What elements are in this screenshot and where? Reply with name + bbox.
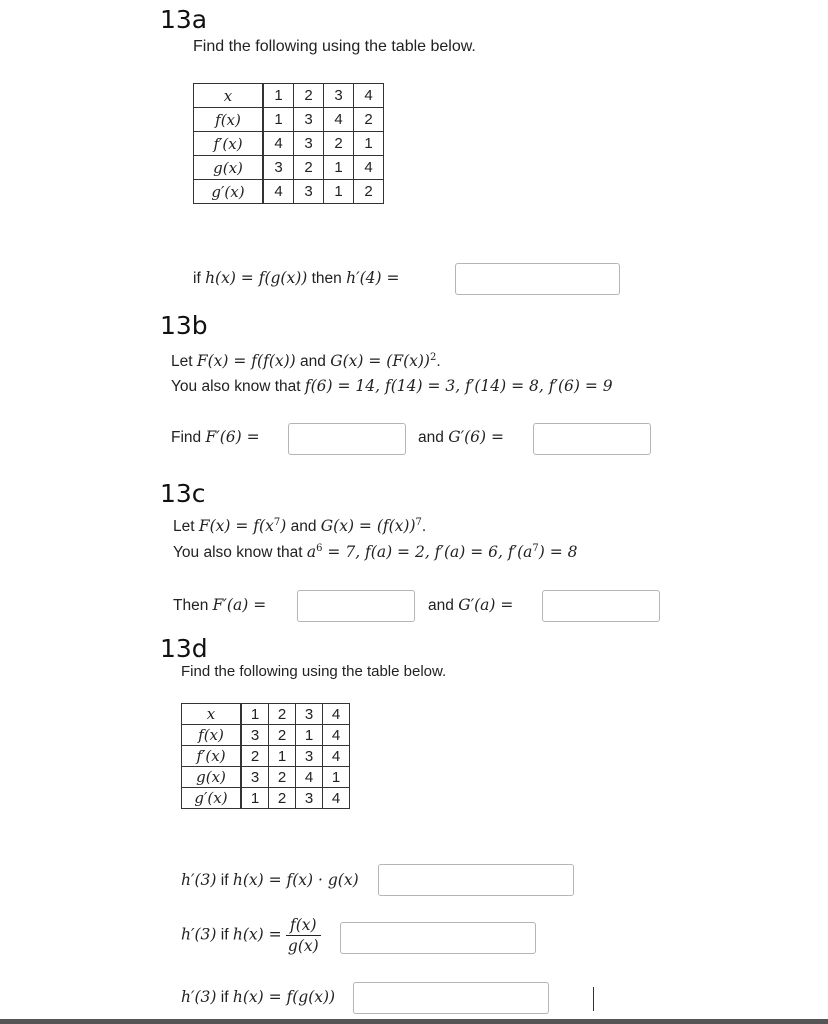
table-13d-cell: 2 xyxy=(269,788,296,809)
table-13d-cell: 4 xyxy=(296,767,323,788)
question-13a xyxy=(193,269,399,288)
table-13a-cell: 4 xyxy=(354,156,384,180)
answer-13b-G-input[interactable] xyxy=(533,423,651,455)
s13c-fact-rest: = 7, f(a) = 2, f′(a) = 6, f′(a xyxy=(322,543,533,562)
s13c-know: You also know that xyxy=(173,544,303,562)
s13c-F-close: ) xyxy=(280,517,287,536)
table-13a-cell: 4 xyxy=(324,108,354,132)
table-13d-cell: 3 xyxy=(241,725,269,746)
table-13a-cell: 2 xyxy=(324,132,354,156)
s13b-find-F xyxy=(171,428,260,447)
q13d2-fraction xyxy=(286,915,321,956)
table-13a-row xyxy=(194,84,384,108)
q13d3-lhs: h′(3) xyxy=(181,988,217,1006)
table-13d-row xyxy=(182,746,350,767)
s13c-and2: and xyxy=(428,597,454,614)
table-13a-cell: 3 xyxy=(324,84,354,108)
section-13a-heading: 13a xyxy=(160,5,208,34)
answer-13b-F-input[interactable] xyxy=(288,423,406,455)
table-13d-cell: 1 xyxy=(323,767,350,788)
s13b-G-def: G(x) = (F(x)) xyxy=(330,352,430,371)
table-13d-cell: 3 xyxy=(296,788,323,809)
section-13c-heading: 13c xyxy=(160,479,206,508)
question-13d-2 xyxy=(181,915,321,956)
table-13a-cell: 1 xyxy=(324,156,354,180)
table-13a-row xyxy=(194,108,384,132)
table-13d-cell: 1 xyxy=(241,788,269,809)
s13c-fact-a: a xyxy=(306,543,317,562)
s13c-fact-exp2: 7 xyxy=(532,543,539,554)
s13c-fact-end: ) = 8 xyxy=(538,543,578,562)
answer-13d-2-input[interactable] xyxy=(340,922,536,954)
bottom-border xyxy=(0,1019,828,1024)
table-13a-cell: 1 xyxy=(324,180,354,204)
table-13a-cell: 4 xyxy=(354,84,384,108)
table-13a-row xyxy=(194,180,384,204)
table-13d-row xyxy=(182,788,350,809)
q13d1-if: if xyxy=(220,872,229,889)
s13c-then: Then xyxy=(173,597,209,614)
table-13a-cell: 1 xyxy=(354,132,384,156)
table-13a-cell: 2 xyxy=(354,108,384,132)
table-13d-cell: 3 xyxy=(296,704,323,725)
table-13d-row-label: f(x) xyxy=(182,725,242,746)
s13c-G-target: G′(a) = xyxy=(458,596,514,614)
s13b-period: . xyxy=(436,353,441,371)
table-13a-cell: 3 xyxy=(294,132,324,156)
table-13d-cell: 2 xyxy=(241,746,269,767)
s13b-F-def: F(x) = f(f(x)) xyxy=(196,352,296,371)
text-cursor xyxy=(593,987,594,1011)
s13c-F-exp: 7 xyxy=(273,517,281,528)
table-13d-cell: 1 xyxy=(269,746,296,767)
answer-13a-input[interactable] xyxy=(455,263,620,295)
q13d3-definition: h(x) = f(g(x)) xyxy=(232,988,336,1006)
s13b-facts xyxy=(171,377,613,396)
section-13d-instruction: Find the following using the table below. xyxy=(181,663,447,680)
table-13d-cell: 4 xyxy=(323,788,350,809)
s13b-F-target: F′(6) = xyxy=(205,428,260,446)
s13c-and: and xyxy=(290,518,317,536)
answer-13c-F-input[interactable] xyxy=(297,590,415,622)
s13c-let: Let xyxy=(173,518,195,536)
table-13a-row-label: g(x) xyxy=(194,156,264,180)
q13a-target: h′(4) = xyxy=(346,269,400,287)
s13c-G-exp: 7 xyxy=(415,517,422,528)
s13c-period: . xyxy=(421,518,427,536)
s13c-find-G xyxy=(428,596,513,615)
q13d2-lhs: h′(3) xyxy=(181,925,217,944)
table-13a-row xyxy=(194,156,384,180)
q13a-then: then xyxy=(311,270,342,287)
table-13d-cell: 2 xyxy=(269,725,296,746)
table-13d-cell: 2 xyxy=(269,704,296,725)
table-13a-row-label: g′(x) xyxy=(194,180,264,204)
table-13d-cell: 4 xyxy=(323,725,350,746)
table-13d-cell: 1 xyxy=(241,704,269,725)
q13d1-definition: h(x) = f(x) · g(x) xyxy=(232,871,359,889)
q13a-definition: h(x) = f(g(x)) xyxy=(205,269,308,287)
table-13a-cell: 1 xyxy=(263,108,294,132)
table-13d-row-label: g(x) xyxy=(182,767,242,788)
q13d2-definition: h(x) = xyxy=(232,925,282,944)
table-13a-row-label: f(x) xyxy=(194,108,264,132)
table-13d-row-label: g′(x) xyxy=(182,788,242,809)
section-13a-instruction: Find the following using the table below. xyxy=(193,38,476,55)
answer-13d-1-input[interactable] xyxy=(378,864,574,896)
s13b-G-exp: 2 xyxy=(429,352,437,363)
table-13d xyxy=(181,703,350,809)
table-13d-cell: 4 xyxy=(323,704,350,725)
question-13d-1 xyxy=(181,871,359,890)
section-13d-heading: 13d xyxy=(160,634,208,663)
table-13a-row-label: x xyxy=(194,84,264,108)
table-13d-cell: 3 xyxy=(241,767,269,788)
s13b-know: You also know that xyxy=(171,378,301,395)
s13b-facts-math: f(6) = 14, f(14) = 3, f′(14) = 8, f′(6) = 9 xyxy=(304,377,613,395)
s13b-definitions xyxy=(171,352,441,371)
table-13a-cell: 3 xyxy=(294,108,324,132)
table-13d-cell: 2 xyxy=(269,767,296,788)
table-13d-row xyxy=(182,704,350,725)
answer-13c-G-input[interactable] xyxy=(542,590,660,622)
table-13a-cell: 3 xyxy=(263,156,294,180)
table-13d-row-label: x xyxy=(182,704,242,725)
table-13d-cell: 4 xyxy=(323,746,350,767)
table-13a-cell: 2 xyxy=(294,84,324,108)
table-13a-cell: 4 xyxy=(263,132,294,156)
q13d2-denominator: g(x) xyxy=(287,937,319,955)
table-13a xyxy=(193,83,384,204)
q13d2-numerator: f(x) xyxy=(286,915,321,936)
table-13d-row xyxy=(182,725,350,746)
table-13d-row-label: f′(x) xyxy=(182,746,242,767)
q13a-if: if xyxy=(193,270,201,287)
s13c-F-def: F(x) = f(x xyxy=(198,517,274,536)
s13c-G-def: G(x) = (f(x)) xyxy=(320,517,416,536)
table-13d-cell: 1 xyxy=(296,725,323,746)
s13b-G-target: G′(6) = xyxy=(448,428,504,446)
q13d3-if: if xyxy=(220,989,229,1006)
q13d2-if: if xyxy=(220,926,229,944)
s13c-fact-a-exp: 6 xyxy=(316,543,323,554)
table-13d-row xyxy=(182,767,350,788)
q13d1-lhs: h′(3) xyxy=(181,871,217,889)
table-13a-cell: 2 xyxy=(354,180,384,204)
table-13a-cell: 1 xyxy=(263,84,294,108)
s13b-and: and xyxy=(300,353,326,371)
table-13a-cell: 2 xyxy=(294,156,324,180)
s13b-find-G xyxy=(418,428,504,447)
question-13d-3 xyxy=(181,988,335,1007)
table-13a-row xyxy=(194,132,384,156)
s13b-find: Find xyxy=(171,429,202,446)
table-13a-cell: 4 xyxy=(263,180,294,204)
s13b-let: Let xyxy=(171,353,193,371)
s13c-F-target: F′(a) = xyxy=(212,596,267,614)
table-13a-row-label: f′(x) xyxy=(194,132,264,156)
s13b-and2: and xyxy=(418,429,444,446)
s13c-then-F xyxy=(173,596,266,615)
table-13a-cell: 3 xyxy=(294,180,324,204)
s13c-facts xyxy=(173,543,578,562)
s13c-definitions xyxy=(173,517,426,536)
answer-13d-3-input[interactable] xyxy=(353,982,549,1014)
section-13b-heading: 13b xyxy=(160,311,208,340)
table-13d-cell: 3 xyxy=(296,746,323,767)
